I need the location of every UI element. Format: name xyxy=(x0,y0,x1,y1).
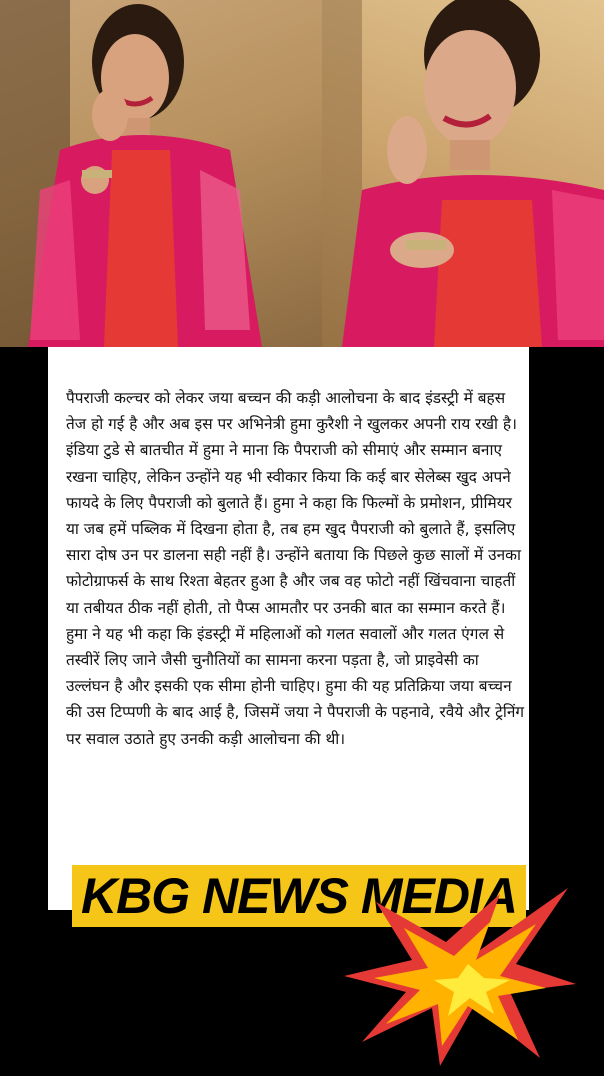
article-body: पैपराजी कल्चर को लेकर जया बच्चन की कड़ी आलोचना के बाद इंडस्ट्री में बहस तेज हो गई है और अब इस पर अभिनेत्री हुमा कुरैशी ने खुलकर अपनी राय रखी है। इंडिया टुडे से बातचीत में हुमा ने माना कि पैपराजी को सीमाएं और सम्मान बनाए रखना चाहिए, लेकिन उन्होंने यह भी स्वीकार किया कि कई बार सेलेब्स खुद अपने फायदे के लिए पैपराजी को बुलाते हैं। हुमा ने कहा कि फिल्मों के प्रमोशन, प्रीमियर या जब हमें पब्लिक में दिखना होता है, तब हम खुद पैपराजी को बुलाते हैं, इसलिए सारा दोष उन पर डालना सही नहीं है। उन्होंने बताया कि पिछले कुछ सालों में उनका फोटोग्राफर्स के साथ रिश्ता बेहतर हुआ है और जब वह फोटो नहीं खिंचवाना चाहतीं या तबीयत ठीक नहीं होती, तो पैप्स आमतौर पर उनकी बात का सम्मान करते हैं। हुमा ने यह भी कहा कि इंडस्ट्री में महिलाओं को गलत सवालों और गलत एंगल से तस्वीरें लिए जाने जैसी चुनौतियों का सामना करना पड़ता है, जो प्राइवेसी का उल्लंघन है और इसकी एक सीमा होनी चाहिए। हुमा की यह प्रतिक्रिया जया बच्चन की उस टिप्पणी के बाद आई है, जिसमें जया ने पैपराजी के पहनावे, रवैये और ट्रेनिंग पर सवाल उठाते हुए उनकी कड़ी आलोचना की थी। xyxy=(66,389,525,748)
brand-name: KBG NEWS MEDIA xyxy=(81,868,517,924)
photo-strip xyxy=(0,0,604,347)
actress-photo-left xyxy=(0,0,322,347)
explosion-icon xyxy=(340,880,580,1070)
actress-photo-right xyxy=(322,0,604,347)
